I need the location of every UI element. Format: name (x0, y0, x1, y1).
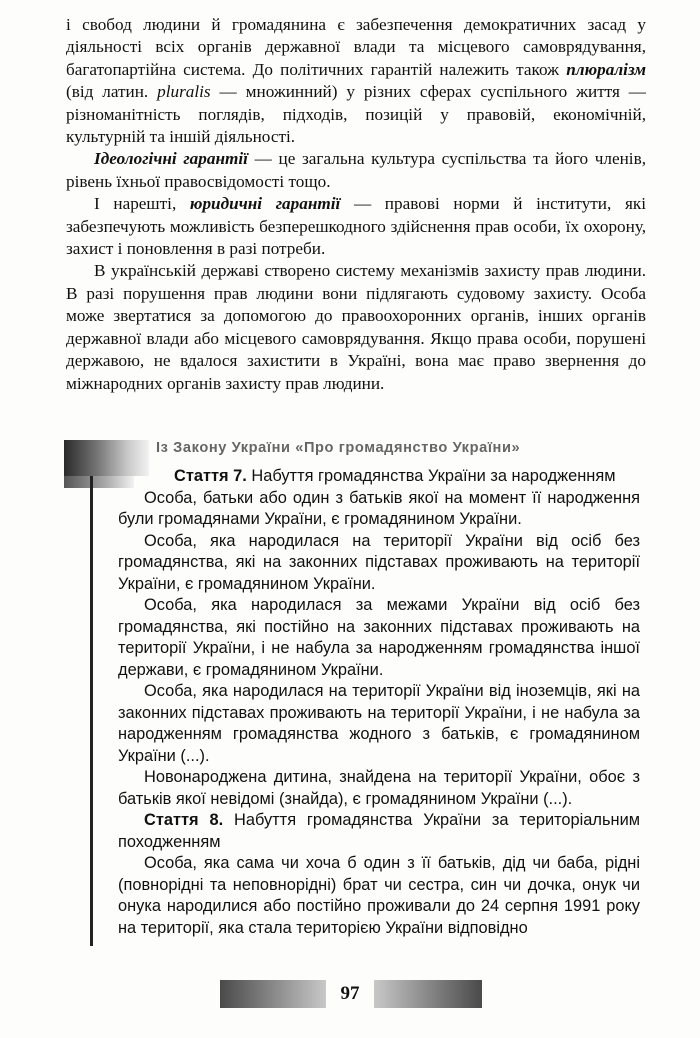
article-7-paragraph: Особа, яка народилася на території України від осіб без громадянства, які на законних підставах проживають на території України, є громадянином України. (118, 531, 640, 593)
paragraph-legal-guarantees: І нарешті, юридичні гарантії — правові норми й інститути, які забезпечують можливість безперешкодного здійснення прав особи, їх охорону, захист і поновлення в разі потреби. (66, 194, 646, 259)
page-number: 97 (340, 983, 360, 1004)
article-7-paragraph: Особа, яка народилася за межами України від осіб без громадянства, які постійно на законних підставах проживають на території України, і не набула за народженням громадянства іншої держави, є громадянином України. (118, 596, 640, 679)
article-8-paragraph: Особа, яка сама чи хоча б один з її батьків, дід чи баба, рідні (повнорідні та неповнорідні) брат чи сестра, син чи дочка, онук чи онука народилися або постійно проживали до 24 серпня 1991 року на території, яка стала територією України відповідно (118, 854, 640, 937)
article-7-paragraph: Новонароджена дитина, знайдена на території України, обоє з батьків якої невідомі (знайда), є громадянином України (...). (118, 768, 640, 808)
article-8-label: Стаття 8. (144, 811, 224, 829)
law-excerpt-heading: Із Закону України «Про громадянство України» (156, 440, 521, 456)
term-ideological-guarantees: Ідеологічні гарантії (94, 149, 248, 169)
law-excerpt-vertical-rule (90, 476, 93, 946)
term-pluralism: плюралізм (566, 59, 646, 79)
article-7-paragraph: Особа, яка народилася на території України від іноземців, які на законних підставах проживають на території України, і не набула за народженням громадянства жодного з батьків, є громадянином України (...). (118, 682, 640, 765)
footer-gradient-left (220, 980, 326, 1008)
paragraph-political-guarantees: і свобод людини й громадянина є забезпечення демократичних засад у діяльності всіх органів державної влади та місцевого самоврядування, багатопартійна система. До політичних гарантій належить також плюралізм (від латин. pluralis — множинний) у різних сферах суспільного життя — різноманітність поглядів, підходів, позицій у правовій, економічній, культурній та іншій діяльності. (66, 15, 646, 147)
term-pluralis-latin: pluralis (157, 82, 211, 102)
footer-gradient-right (374, 980, 482, 1008)
article-8-title: Стаття 8. Набуття громадянства України за територіальним походженням (118, 811, 640, 851)
article-7-label: Стаття 7. (174, 467, 247, 485)
paragraph-ideological-guarantees: Ідеологічні гарантії — це загальна культура суспільства та його членів, рівень їхньої правосвідомості тощо. (66, 149, 646, 191)
term-legal-guarantees: юридичні гарантії (189, 194, 341, 214)
paragraph-protection-mechanisms: В українській державі створено систему механізмів захисту прав людини. В разі порушення прав людини вони підлягають судовому захисту. Особа може звертатися за допомогою до правоохоронних органів, інших органів державної влади або місцевого самоврядування. Якщо права особи, порушені державою, не вдалося захистити в Україні, вона має право звернення до міжнародних органів захисту прав людини. (66, 261, 646, 393)
main-text-block (66, 14, 646, 395)
article-7-title: Стаття 7. Набуття громадянства України за народженням (174, 467, 616, 485)
law-excerpt (118, 466, 640, 939)
article-7-paragraph: Особа, батьки або один з батьків якої на момент її народження були громадянами України, є громадянином України. (118, 488, 640, 528)
